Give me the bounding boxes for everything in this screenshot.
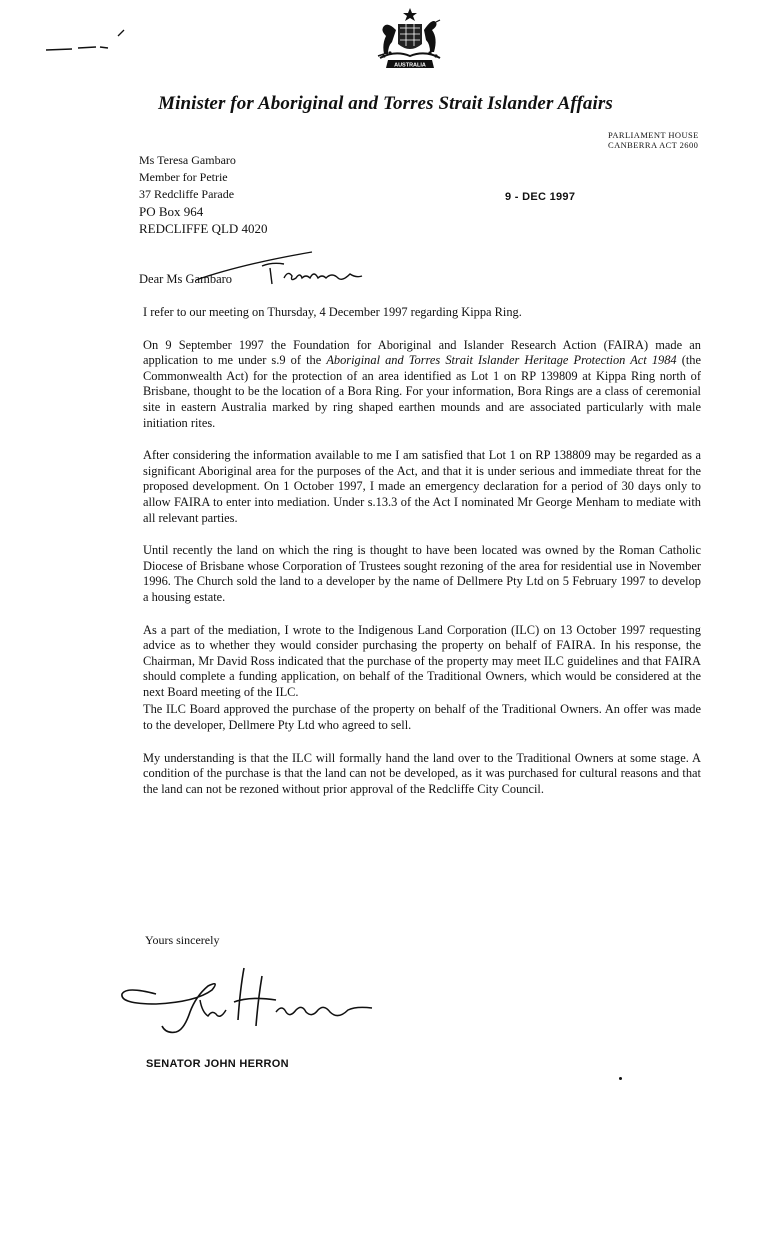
recipient-title: Member for Petrie	[139, 170, 228, 184]
body-paragraph: Until recently the land on which the ring is thought to have been located was owned by the Roman Catholic Diocese of Brisbane whose Corporation of Trustees sought rezoning of the area for residential use in November 1996. The Church sold the land to a developer by the name of Dellmere Pty Ltd on 5 February 1997 to develop a housing estate.	[143, 543, 701, 604]
scan-speck	[619, 1077, 622, 1080]
office-address-line: PARLIAMENT HOUSE	[608, 130, 699, 140]
signatory-name: SENATOR JOHN HERRON	[146, 1058, 289, 1070]
recipient-city: REDCLIFFE QLD 4020	[139, 221, 268, 236]
body-paragraph: I refer to our meeting on Thursday, 4 December 1997 regarding Kippa Ring.	[143, 305, 522, 319]
body-paragraph: The ILC Board approved the purchase of the property on behalf of the Traditional Owners. An offer was made to the developer, Dellmere Pty Ltd who agreed to sell.	[143, 702, 701, 733]
recipient-po-box: PO Box 964	[139, 204, 204, 219]
act-title: Aboriginal and Torres Strait Islander Heritage Protection Act 1984	[326, 353, 677, 368]
coat-of-arms-crest	[360, 6, 460, 72]
handwritten-greeting-icon	[192, 244, 382, 290]
recipient-name: Ms Teresa Gambaro	[139, 153, 236, 167]
office-address	[608, 130, 699, 150]
letter-date-stamp: 9 - DEC 1997	[505, 191, 576, 203]
salutation: Dear Ms Gambaro	[139, 272, 233, 286]
body-paragraph: My understanding is that the ILC will formally hand the land over to the Traditional Owners at some stage. A condition of the purchase is that the land can not be developed, as it was purchased for cultural reasons and that the land can not be rezoned without prior approval of the Redcliffe City Council.	[143, 750, 701, 796]
letter-body	[143, 305, 701, 814]
closing-line: Yours sincerely	[145, 933, 220, 947]
pen-scratch-mark	[44, 28, 134, 56]
office-address-line: CANBERRA ACT 2600	[608, 140, 699, 150]
body-text: (the Commonwealth Act) for the protection of an area identified as Lot 1 on RP 139809 at Kippa Ring north of Brisbane, thought to be the location of a Bora Ring. For your information, Bora Rings are a class of ceremonial site in eastern Australia marked by ring shaped earthen mounds and are associated particularly with male initiation rites.	[143, 353, 702, 430]
body-paragraph: After considering the information available to me I am satisfied that Lot 1 on RP 138809 may be regarded as a significant Aboriginal area for the purposes of the Act, and that it is under serious and immediate threat for the proposed development. On 1 October 1997, I made an emergency declaration for a period of 30 days only to allow FAIRA to enter into mediation. Under s.13.3 of the Act I nominated Mr George Menham to mediate with all relevant parties.	[143, 448, 701, 525]
body-text: On 9 September 1997 the Foundation for Aboriginal and Islander Research Action (FAIRA) made an application to me under s.9 of the	[143, 337, 701, 368]
recipient-street: 37 Redcliffe Parade	[139, 187, 235, 201]
recipient-address-block	[139, 152, 268, 237]
crest-scroll-text: AUSTRALIA	[394, 62, 426, 69]
body-paragraph	[143, 338, 701, 432]
ministry-title: Minister for Aboriginal and Torres Strait Islander Affairs	[158, 93, 613, 114]
body-paragraph: As a part of the mediation, I wrote to the Indigenous Land Corporation (ILC) on 13 October 1997 requesting advice as to whether they would consider purchasing the property on behalf of FAIRA. In his response, the Chairman, Mr David Ross indicated that the purchase of the property may meet ILC guidelines and that FAIRA should complete a funding application, on behalf of the Traditional Owners, which would be considered at the next Board meeting of the ILC.	[143, 622, 701, 699]
signature-icon	[116, 960, 378, 1044]
